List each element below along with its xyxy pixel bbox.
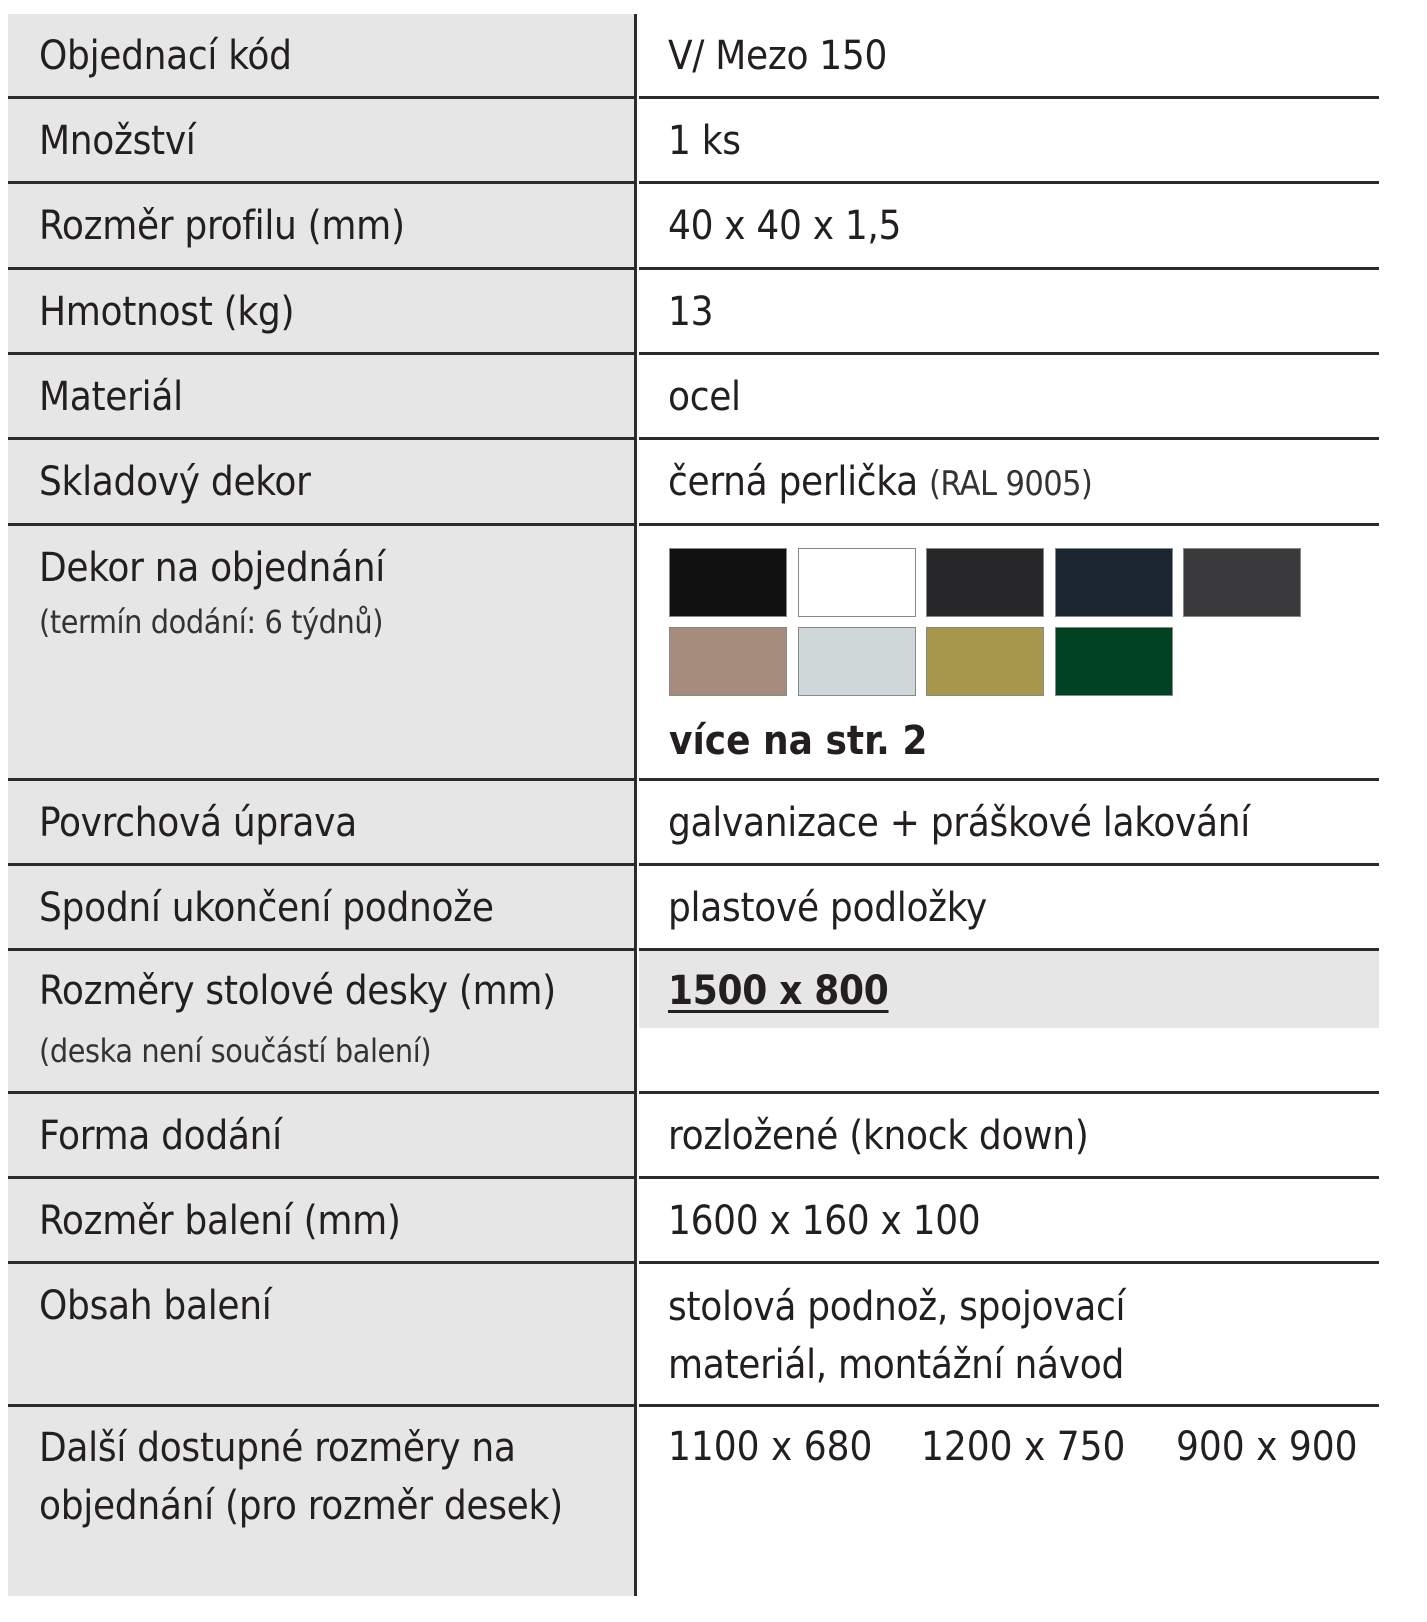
label-weight: Hmotnost (kg): [39, 289, 295, 335]
color-swatch: [798, 627, 916, 696]
row-profile-size: [8, 184, 1379, 270]
label-stock-decor: Skladový dekor: [39, 459, 311, 505]
value-bottom-finish: plastové podložky: [668, 885, 987, 931]
more-on-page-2: více na str. 2: [669, 718, 928, 764]
row-weight: [8, 270, 1379, 355]
row-quantity: [8, 99, 1379, 184]
value-quantity: 1 ks: [668, 118, 741, 164]
label-quantity: Množství: [39, 118, 196, 164]
value-delivery-form: rozložené (knock down): [668, 1113, 1089, 1159]
value-package-contents: [668, 1278, 1125, 1394]
row-tabletop-size: [8, 951, 1379, 1094]
value-surface-treatment: galvanizace + práškové lakování: [668, 800, 1250, 846]
label-material: Materiál: [39, 374, 183, 420]
value-package-size: 1600 x 160 x 100: [668, 1198, 981, 1244]
row-package-size: [8, 1179, 1379, 1264]
row-other-sizes: [8, 1407, 1379, 1596]
row-bottom-finish: [8, 866, 1379, 951]
label-order-code: Objednací kód: [39, 33, 292, 79]
label-delivery-form: Forma dodání: [39, 1113, 282, 1159]
color-swatch: [669, 548, 787, 617]
size-option: 1200 x 750: [921, 1424, 1126, 1470]
value-material: ocel: [668, 374, 741, 420]
label-package-contents: Obsah balení: [39, 1283, 272, 1329]
row-order-code: [8, 14, 1379, 99]
sublabel-tabletop-not-included: (deska není součástí balení): [39, 1032, 432, 1070]
sublabel-delivery-time: (termín dodání: 6 týdnů): [39, 603, 384, 641]
row-package-contents: [8, 1264, 1379, 1407]
value-order-code: V/ Mezo 150: [668, 33, 888, 79]
other-sizes-label-line-2: objednání (pro rozměr desek): [39, 1483, 563, 1529]
package-contents-line-1: stolová podnož, spojovací: [668, 1284, 1126, 1330]
color-swatch: [669, 627, 787, 696]
color-swatch: [1183, 548, 1301, 617]
value-weight: 13: [668, 289, 714, 335]
label-other-sizes: [39, 1419, 563, 1535]
label-bottom-finish: Spodní ukončení podnože: [39, 885, 494, 931]
label-surface-treatment: Povrchová úprava: [39, 800, 357, 846]
label-profile-size: Rozměr profilu (mm): [39, 203, 405, 249]
label-order-decor: Dekor na objednání: [39, 545, 385, 591]
value-profile-size: 40 x 40 x 1,5: [668, 203, 902, 249]
row-order-decor: [8, 526, 1379, 781]
label-package-size: Rozměr balení (mm): [39, 1198, 401, 1244]
row-delivery-form: [8, 1094, 1379, 1179]
value-stock-decor: [668, 452, 1092, 514]
stock-decor-ral: (RAL 9005): [929, 464, 1093, 504]
size-option: 900 x 900: [1176, 1424, 1358, 1470]
stock-decor-name: černá perlička: [668, 459, 918, 505]
package-contents-line-2: materiál, montážní návod: [668, 1342, 1125, 1388]
color-swatch: [1055, 627, 1173, 696]
row-surface-treatment: [8, 781, 1379, 866]
color-swatch: [926, 548, 1044, 617]
row-material: [8, 355, 1379, 440]
color-swatch: [798, 548, 916, 617]
other-sizes-label-line-1: Další dostupné rozměry na: [39, 1425, 516, 1471]
size-option: 1100 x 680: [668, 1424, 873, 1470]
row-stock-decor: [8, 440, 1379, 526]
value-tabletop-size: 1500 x 800: [668, 968, 889, 1014]
color-swatch: [926, 627, 1044, 696]
color-swatch: [1055, 548, 1173, 617]
label-tabletop-size: Rozměry stolové desky (mm): [39, 968, 556, 1014]
